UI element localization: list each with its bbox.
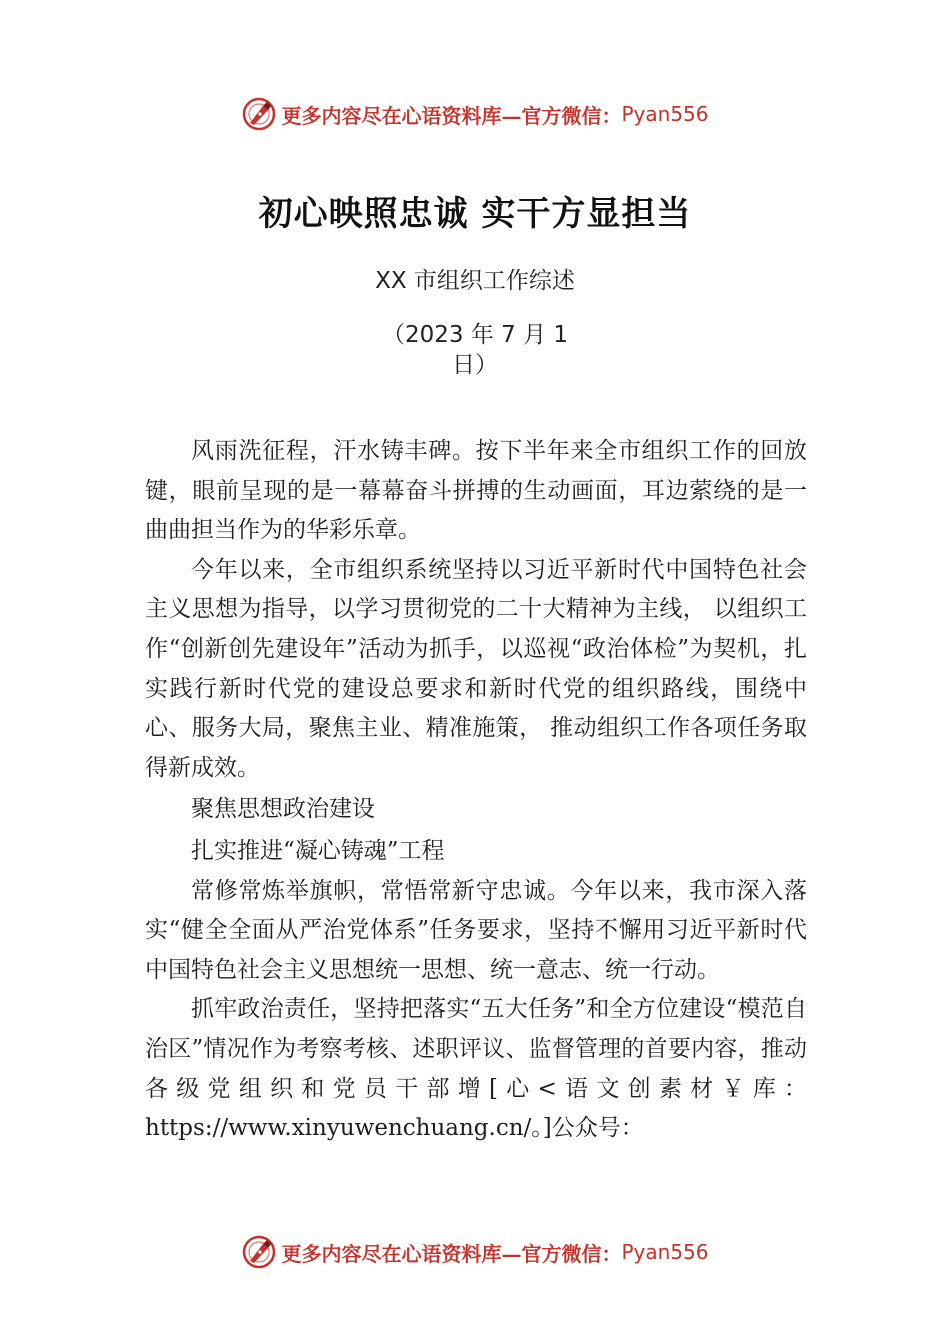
document-title: 初心映照忠诚 实干方显担当 — [258, 194, 692, 234]
document-date — [365, 320, 585, 380]
footer-banner — [0, 1232, 950, 1272]
pen-nib-logo-icon — [241, 1234, 277, 1270]
date-line-2: 日） — [452, 352, 498, 378]
paragraph-ideology: 常修常炼举旗帜，常悟常新守忠诚。今年以来，我市深入落实“健全全面从严治党体系”任务要求，坚持不懈用习近平新时代中国特色社会主义思想统一思想、统一意志、统一行动。 — [145, 877, 807, 983]
document-body — [145, 432, 807, 1149]
footer-banner-wechat-id: Pyan556 — [621, 1240, 709, 1264]
banner-wechat-id: Pyan556 — [621, 102, 709, 126]
date-line-1: （2023 年 7 月 1 — [381, 322, 569, 348]
banner-text: 更多内容尽在心语资料库—官方微信： — [281, 103, 622, 128]
document-subtitle: XX 市组织工作综述 — [375, 268, 575, 294]
footer-banner-text: 更多内容尽在心语资料库—官方微信： — [281, 1241, 622, 1266]
paragraph-responsibility: 抓牢政治责任，坚持把落实“五大任务”和全方位建设“模范自治区”情况作为考察考核、述职评议、监督管理的首要内容，推动各级党组织和党员干部增[心<语文创素材￥库：https://www.xinyuwenchuang.cn/。]公众号： — [145, 996, 807, 1142]
paragraph-intro: 风雨洗征程，汗水铸丰碑。按下半年来全市组织工作的回放键，眼前呈现的是一幕幕奋斗拼搏的生动画面，耳边萦绕的是一曲曲担当作为的华彩乐章。 — [145, 438, 807, 544]
section-heading: 聚焦思想政治建设 — [191, 796, 375, 823]
pen-nib-logo-icon — [241, 96, 277, 132]
paragraph-overview: 今年以来，全市组织系统坚持以习近平新时代中国特色社会主义思想为指导，以学习贯彻党的二十大精神为主线， 以组织工作“创新创先建设年”活动为抓手，以巡视“政治体检”为契机，扎实践行新时代党的建设总要求和新时代党的组织路线，围绕中心、服务大局，聚焦主业、精准施策， 推动组织工作各项任务取得新成效。 — [145, 556, 807, 781]
header-banner — [0, 94, 950, 134]
section-subheading: 扎实推进“凝心铸魂”工程 — [191, 837, 445, 864]
